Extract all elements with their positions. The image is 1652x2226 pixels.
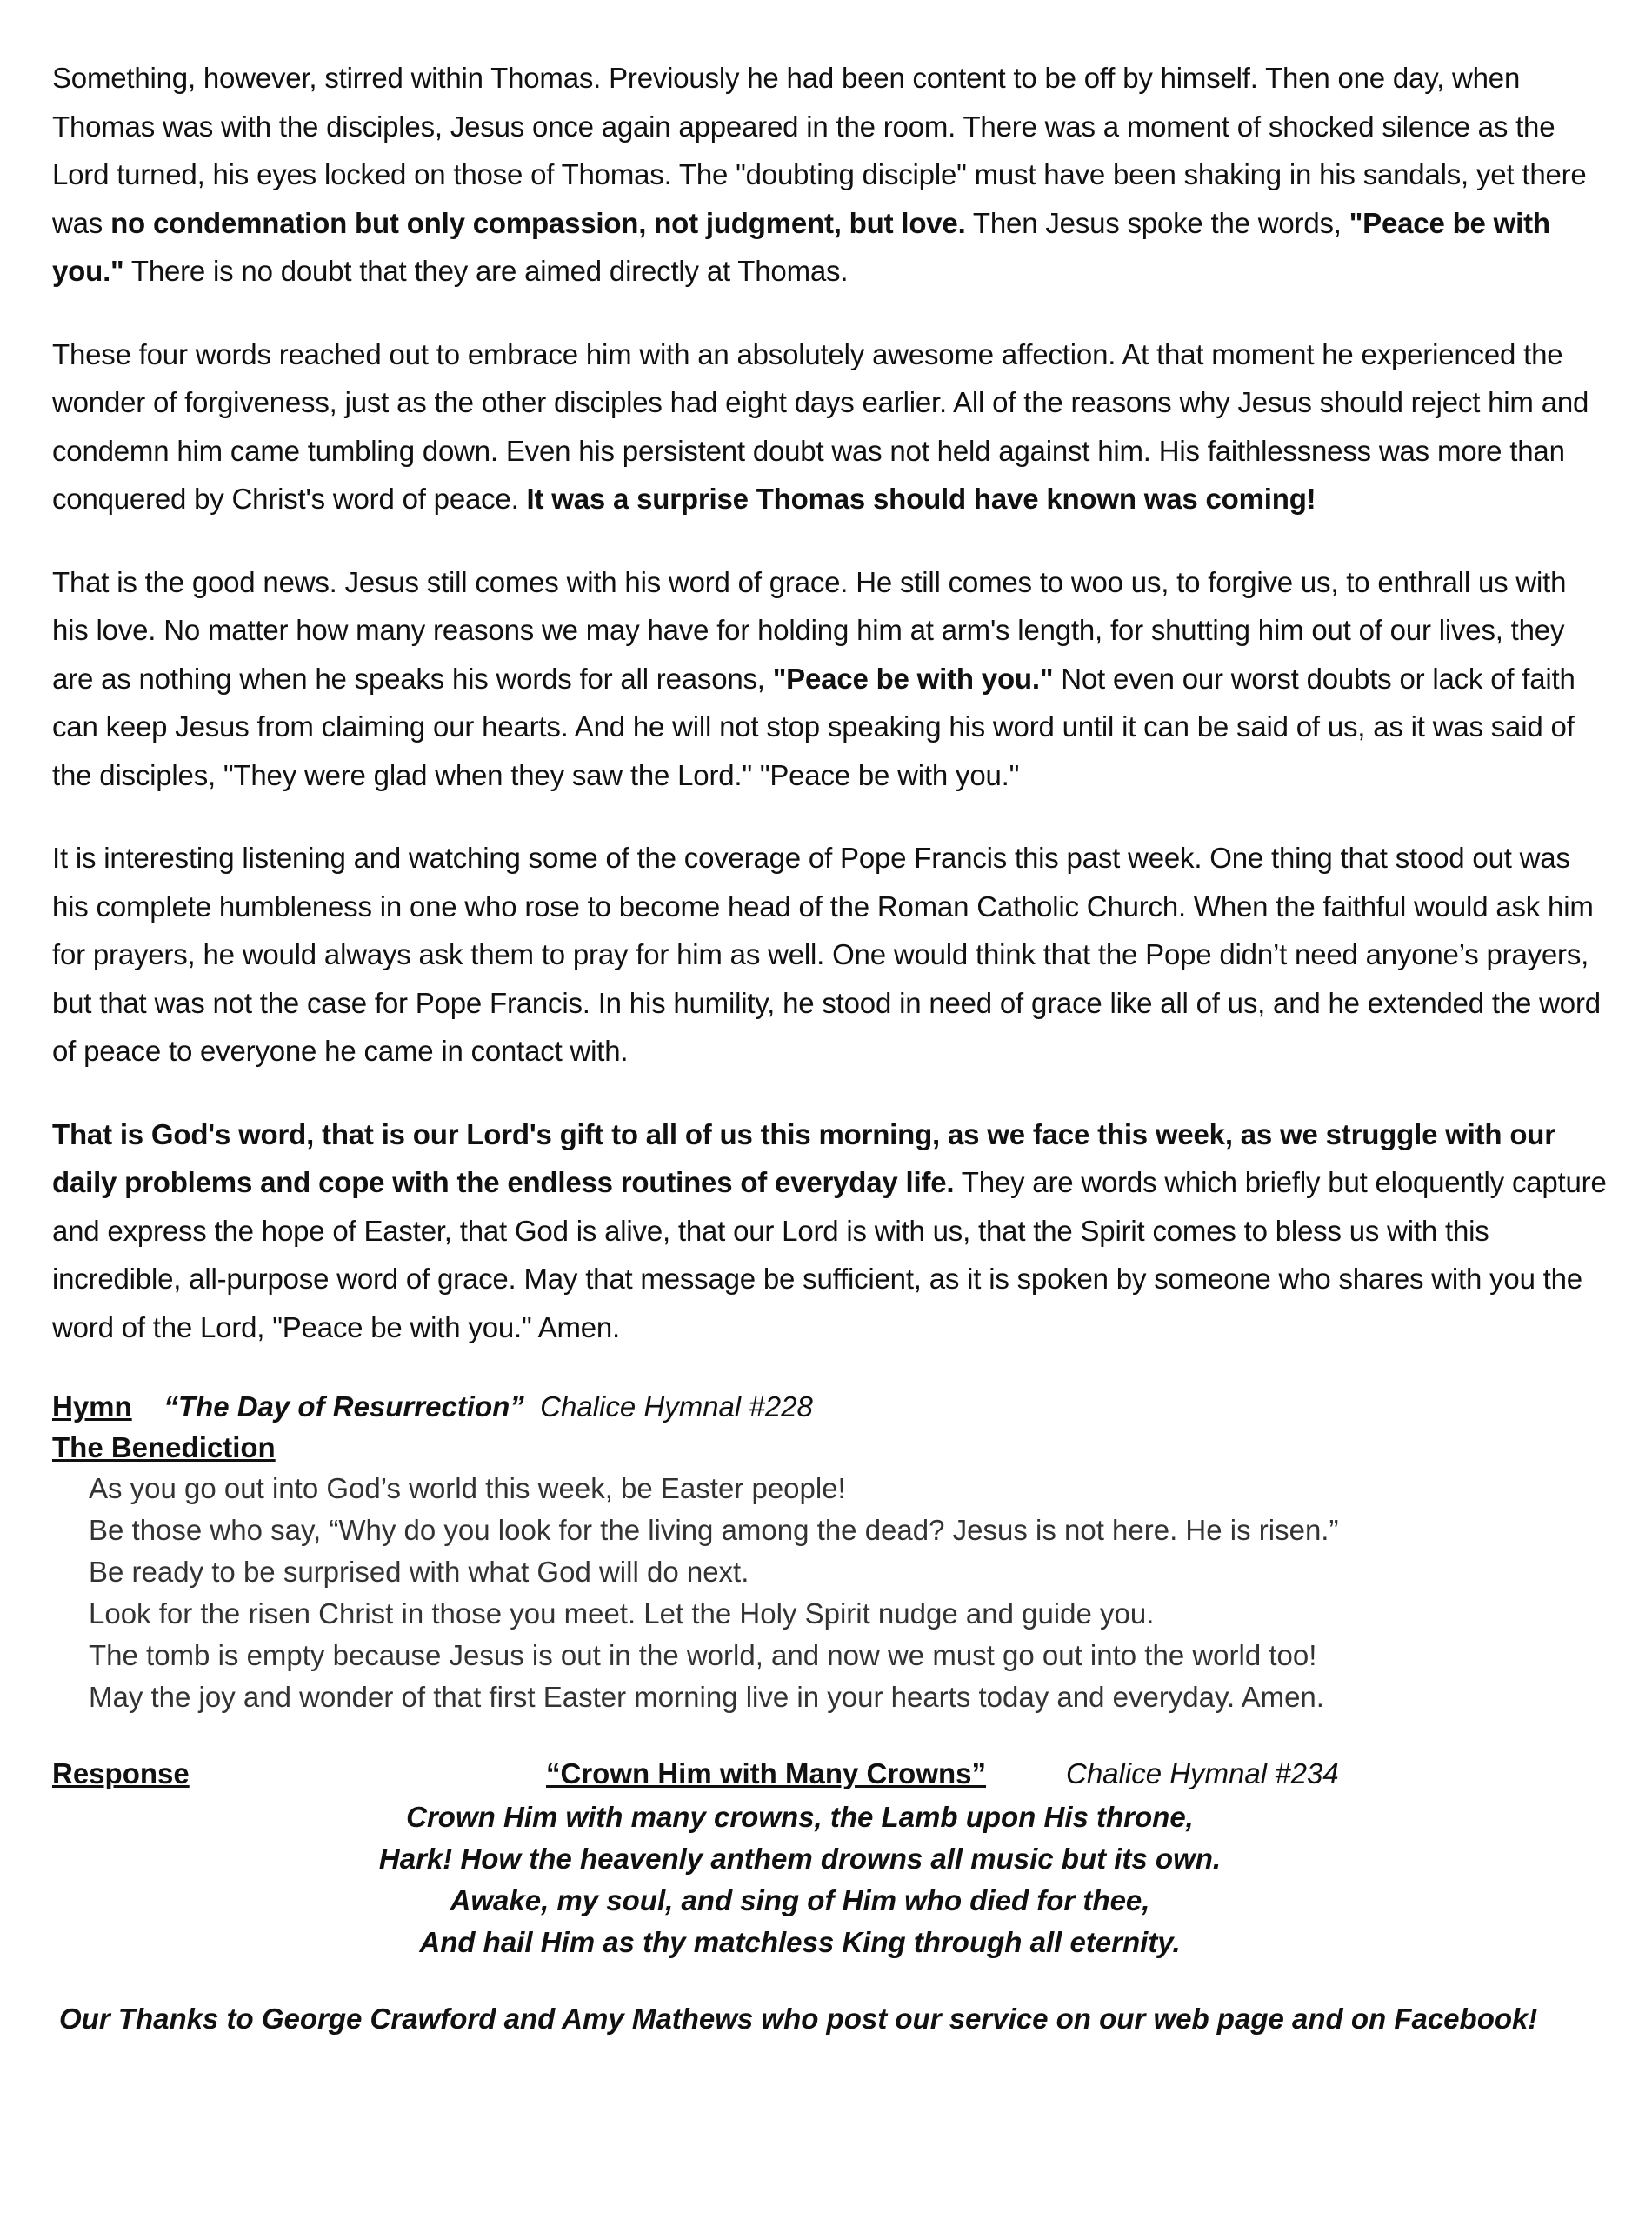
hymn-line [52,1386,1609,1428]
emphasis-text: no condemnation but only compassion, not judgment, but love. [110,206,966,239]
hymn-reference: Chalice Hymnal #228 [540,1390,813,1423]
lyric-line: Crown Him with many crowns, the Lamb upon His throne, [406,1801,1194,1833]
benediction-line: The tomb is empty because Jesus is out in the world, and now we must go out into the world too! [89,1639,1317,1671]
sermon-paragraph [52,1110,1609,1352]
lyric-line: And hail Him as thy matchless King through all eternity. [419,1926,1181,1958]
benediction-heading [52,1428,1609,1468]
paragraph-text: They are words which briefly but eloquently capture and express the hope of Easter, that God is alive, that our Lord is with us, that the Spirit comes to bless us with this incredible, all-purpose word of grace. May that message be sufficient, as it is spoken by someone who shares with you the word of the Lord, "Peace be with you." Amen. [52,1166,1607,1343]
emphasis-text: It was a surprise Thomas should have known was coming! [526,483,1316,515]
benediction-line: Look for the risen Christ in those you meet. Let the Holy Spirit nudge and guide you. [89,1597,1155,1630]
benediction-line: Be those who say, “Why do you look for the living among the dead? Jesus is not here. He is risen.” [89,1514,1339,1546]
hymn-title: “The Day of Resurrection” [163,1390,524,1423]
benediction-text [89,1468,1609,1718]
response-title: “Crown Him with Many Crowns” [546,1757,987,1789]
benediction-title: The Benediction [52,1431,276,1463]
paragraph-text: Something, however, stirred within Thomas. Previously he had been content to be off by himself. Then one day, when Thomas was with the disciples, Jesus once again appeared in the room. There was a moment of shocked silence as the Lord turned, his eyes locked on those of Thomas. The "doubting disciple" must have been shaking in his sandals, yet there was [52,62,1587,239]
benediction-line: May the joy and wonder of that first Easter morning live in your hearts today and everyday. Amen. [89,1681,1324,1713]
lyric-line: Awake, my soul, and sing of Him who died for thee, [450,1884,1150,1916]
sermon-paragraph [52,54,1609,296]
paragraph-text: That is the good news. Jesus still comes with his word of grace. He still comes to woo us, to forgive us, to enthrall us with his love. No matter how many reasons we may have for holding him at arm's length, for shutting him out of our lives, they are as nothing when he speaks his words for all reasons, [52,565,1567,695]
document-page [52,54,1609,2040]
response-lyrics [0,1796,1600,1963]
paragraph-text: There is no doubt that they are aimed directly at Thomas. [123,255,849,287]
sermon-body [52,54,1609,1351]
emphasis-text: "Peace be with you." [772,662,1054,695]
response-label: Response [52,1757,190,1789]
thanks-note: Our Thanks to George Crawford and Amy Mathews who post our service on our web page and on Facebook! [59,2003,1538,2035]
response-reference: Chalice Hymnal #234 [1066,1757,1339,1789]
sermon-paragraph [52,558,1609,800]
sermon-paragraph [52,834,1609,1076]
sermon-paragraph [52,330,1609,523]
hymn-label: Hymn [52,1390,132,1423]
lyric-line: Hark! How the heavenly anthem drowns all music but its own. [378,1843,1222,1875]
benediction-line: As you go out into God’s world this week, be Easter people! [89,1472,846,1504]
emphasis-text: That is God's word, that is our Lord's gift to all of us this morning, as we face this week, as we struggle with our daily problems and cope with the endless routines of everyday life. [52,1117,1555,1198]
paragraph-text: Not even our worst doubts or lack of faith can keep Jesus from claiming our hearts. And he will not stop speaking his word until it can be said of us, as it was said of the disciples, "They were glad when they saw the Lord." "Peace be with you." [52,662,1575,791]
paragraph-text: Then Jesus spoke the words, [965,206,1349,239]
benediction-line: Be ready to be surprised with what God will do next. [89,1556,749,1588]
emphasis-text: "Peace be with you." [52,206,1550,287]
paragraph-text: These four words reached out to embrace him with an absolutely awesome affection. At that moment he experienced the wonder of forgiveness, just as the other disciples had eight days earlier. All of the reasons why Jesus should reject him and condemn him came tumbling down. Even his persistent doubt was not held against him. His faithlessness was more than conquered by Christ's word of peace. [52,337,1589,515]
response-line [52,1753,1609,1796]
paragraph-text: It is interesting listening and watching some of the coverage of Pope Francis this past week. One thing that stood out was his complete humbleness in one who rose to become head of the Roman Catholic Church. When the faithful would ask him for prayers, he would always ask them to pray for him as well. One would think that the Pope didn’t need anyone’s prayers, but that was not the case for Pope Francis. In his humility, he stood in need of grace like all of us, and he extended the word of peace to everyone he came in contact with. [52,842,1601,1067]
